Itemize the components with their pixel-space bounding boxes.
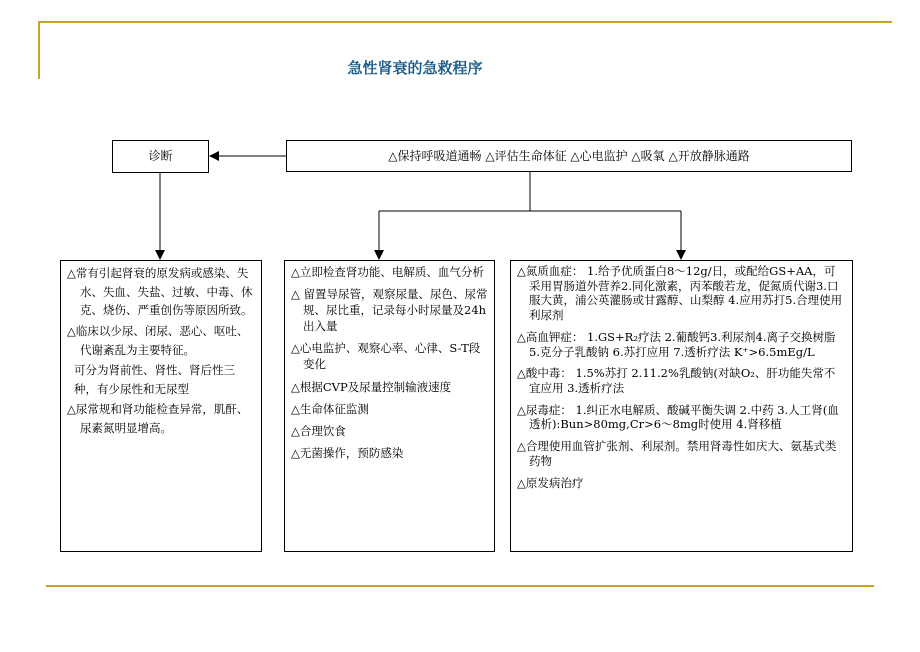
list-item: △无菌操作，预防感染 [291,445,404,460]
list-item: △高血钾症： 1.GS+R₂疗法 2.葡酸钙3.利尿剂4.离子交换树脂 5.克分子乳酸钠 6.苏打应用 7.透析疗法 K⁺>6.5mEg/L [517,329,836,359]
list-item: △尿毒症： 1.纠正水电解质、酸碱平衡失调 2.中药 3.人工肾(血透析):Bun>80mg,Cr>6～8mg时使用 4.肾移植 [517,402,839,432]
list-item: △ 留置导尿管，观察尿量、尿色、尿常规、尿比重，记录每小时尿量及24h出入量 [291,287,488,334]
list-item: △氮质血症： 1.给予优质蛋白8～12g/日，或配给GS+AA，可采用胃肠道外营养2.同化激素，丙苯酸若龙，促氮质代谢3.口服大黄，浦公英灌肠或甘露醇、山梨醇 4.应用苏打5.合理使用利尿剂 [517,264,843,323]
list-item: △原发病治疗 [517,475,584,490]
diagnosis-label: 诊断 [148,149,173,163]
list-item: 可分为肾前性、肾性、肾后性三种，有少尿性和无尿型 [74,363,235,396]
list-item: △常有引起肾衰的原发病或感染、失水、失血、失盐、过敏、中毒、休克、烧伤、严重创伤等原因所致。 [67,266,253,318]
page-title: 急性肾衰的急救程序 [347,59,483,77]
list-item: △立即检查肾功能、电解质、血气分析 [291,265,484,279]
list-item: △合理使用血管扩张剂、利尿剂。禁用肾毒性如庆大、氨基式类药物 [517,439,837,468]
list-item: △心电监护、观察心率、心律、S-T段变化 [291,341,481,372]
list-item: △根据CVP及尿量控制输液速度 [291,379,452,394]
list-item: △酸中毒： 1.5%苏打 2.11.2%乳酸钠(对缺O₂、肝功能失常不宜应用 3.透析疗法 [517,366,836,396]
list-item: △生命体征监测 [291,401,369,416]
list-item: △合理饮食 [291,423,346,438]
list-item: △尿常规和肾功能检查异常，肌酐、尿素氮明显增高。 [67,402,249,435]
initial-actions-text: △保持呼吸道通畅 △评估生命体征 △心电监护 △吸氧 △开放静脉通路 [388,149,750,163]
list-item: △临床以少尿、闭尿、恶心、呕吐、代谢紊乱为主要特征。 [67,323,249,357]
